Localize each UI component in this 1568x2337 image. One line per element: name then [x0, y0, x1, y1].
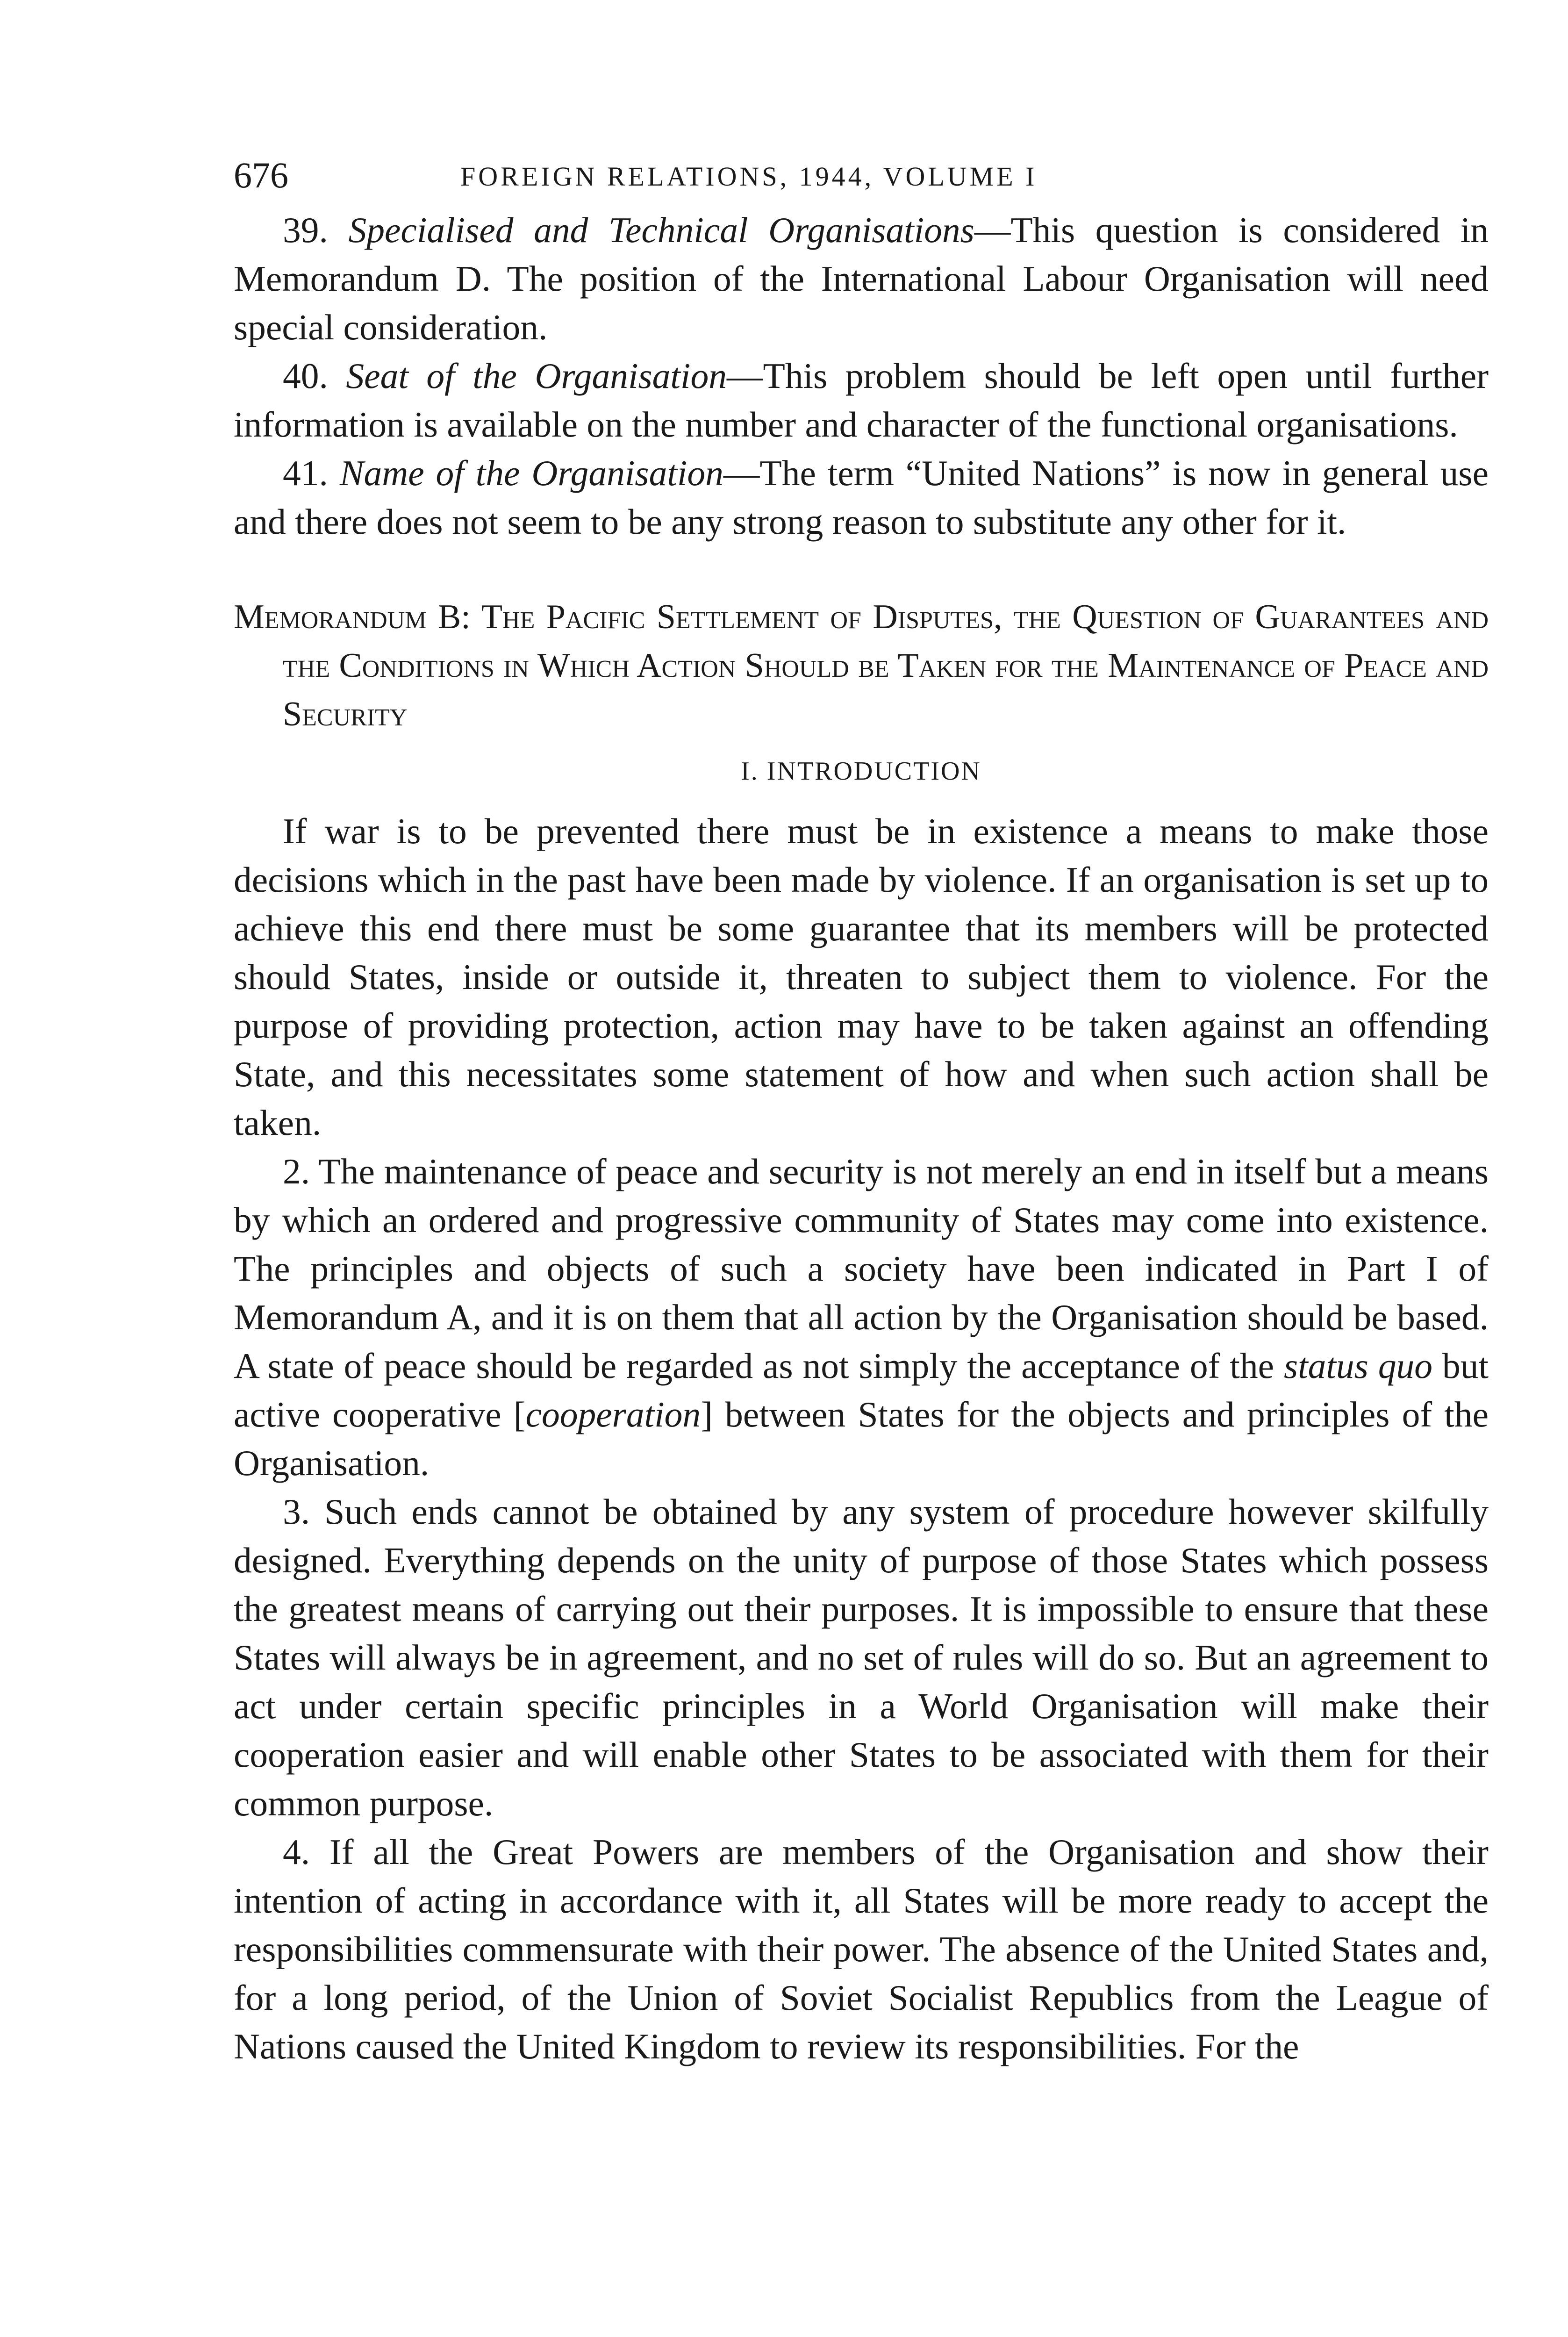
paragraph-40 — [234, 351, 1489, 449]
section-heading: I. INTRODUCTION — [741, 757, 981, 786]
paragraph-number: 41. — [283, 453, 328, 493]
memorandum-heading: Memorandum B: The Pacific Settlement of Disputes, the Question of Guarantees and the Conditions in Which Action Should be Taken for the Maintenance of Peace and Security — [234, 598, 1489, 733]
page-number: 676 — [234, 155, 288, 195]
running-title: FOREIGN RELATIONS, 1944, VOLUME I — [460, 161, 1038, 192]
paragraph-term: Name of the Organisation — [339, 453, 723, 493]
paragraph-39 — [234, 206, 1489, 351]
document-page — [234, 154, 1489, 2071]
paragraph-text: —This problem should be left open until further information is available on the number and character of the functional organisations. — [234, 356, 1489, 444]
paragraph-text: but active cooperative [ — [234, 1346, 1489, 1434]
paragraph-intro-1: If war is to be prevented there must be in existence a means to make those decisions which in the past have been made by violence. If an organisation is set up to achieve this end there must be some guarantee that its members will be protected should States, inside or outside it, threaten to subject them to violence. For the purpose of providing protection, action may have to be taken against an offending State, and this necessitates some statement of how and when such action shall be taken. — [234, 811, 1489, 1143]
paragraph-text: —This question is considered in Memorandum D. The position of the International Labour Organisation will need special consideration. — [234, 210, 1489, 347]
paragraph-intro-4: 4. If all the Great Powers are members of the Organisation and show their intention of acting in accordance with it, all States will be more ready to accept the responsibilities commensurate with their power. The absence of the United States and, for a long period, of the Union of Soviet Socialist Republics from the League of Nations caused the United Kingdom to review its responsibilities. For the — [234, 1832, 1489, 2066]
paragraph-text: 2. The maintenance of peace and security is not merely an end in itself but a means by which an ordered and progressive community of States may come into existence. The principles and objects of such a society have been indicated in Part I of Memorandum A, and it is on them that all action by the Organisation should be based. A state of peace should be regarded as not simply the acceptance of the — [234, 1151, 1489, 1386]
italic-correction: cooperation — [525, 1394, 701, 1434]
paragraph-number: 40. — [283, 356, 328, 396]
paragraph-term: Seat of the Organisation — [346, 356, 727, 396]
running-head — [234, 154, 1489, 206]
paragraph-intro-2 — [234, 1147, 1489, 1487]
paragraph-text: —The term “United Nations” is now in general use and there does not seem to be any strong reason to substitute any other for it. — [234, 453, 1489, 542]
paragraph-text: ] between States for the objects and principles of the Organisation. — [234, 1394, 1489, 1483]
italic-phrase: status quo — [1283, 1346, 1433, 1386]
paragraph-intro-3: 3. Such ends cannot be obtained by any system of procedure however skilfully designed. Everything depends on the unity of purpose of those States which possess the greatest means of carrying out their purposes. It is impossible to ensure that these States will always be in agreement, and no set of rules will do so. But an agreement to act under certain specific principles in a World Organisation will make their cooperation easier and will enable other States to be associated with them for their common purpose. — [234, 1491, 1489, 1823]
paragraph-number: 39. — [283, 210, 328, 250]
paragraph-term: Specialised and Technical Organisations — [348, 210, 974, 250]
paragraph-41 — [234, 449, 1489, 546]
